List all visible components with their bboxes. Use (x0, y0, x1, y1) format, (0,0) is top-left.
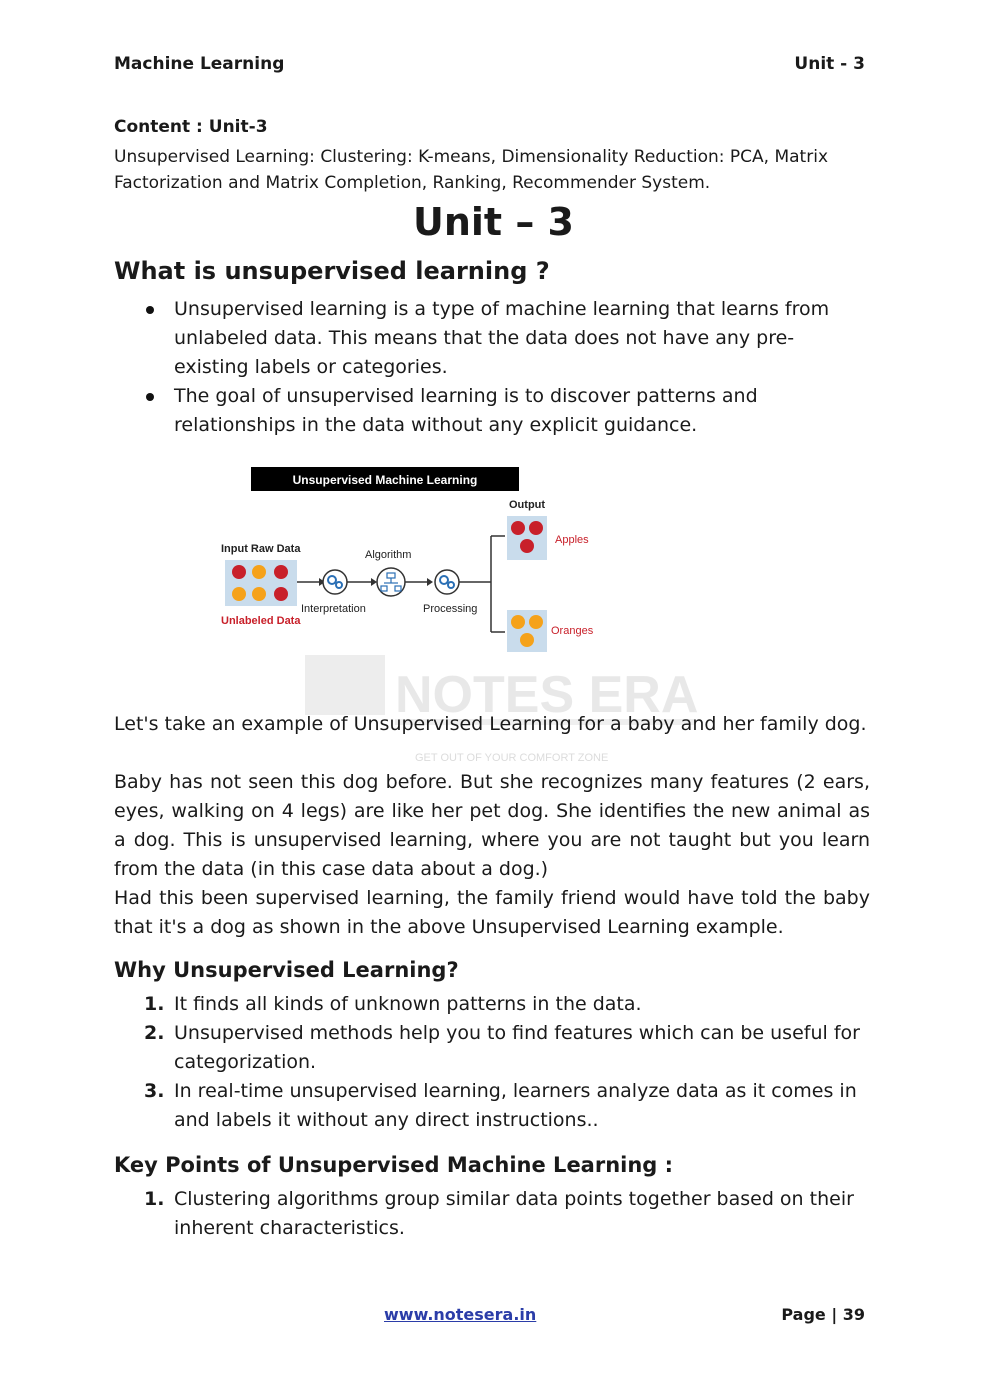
list-number: 1. (144, 993, 165, 1015)
apples-tile (507, 516, 547, 560)
orange-icon (252, 565, 266, 579)
diagram-processing-label: Processing (423, 603, 478, 615)
list-text: It finds all kinds of unknown patterns in the data. (174, 993, 642, 1015)
arrow-head (427, 578, 433, 586)
footer-page-number: Page | 39 (781, 1305, 865, 1324)
list-text: In real-time unsupervised learning, learners analyze data as it comes in and labels it without any direct instructions.. (174, 1080, 857, 1131)
apple-icon (529, 521, 543, 535)
list-item (114, 1185, 870, 1243)
bullet-item: Unsupervised learning is a type of machine learning that learns from unlabeled data. This means that the data does not have any pre-existing labels or categories. (114, 295, 854, 382)
diagram-title: Unsupervised Machine Learning (292, 473, 478, 487)
list-item (114, 1019, 870, 1077)
diagram-input-label: Input Raw Data (221, 543, 301, 555)
diagram-interpretation-label: Interpretation (301, 603, 366, 615)
watermark-text: NOTES ERA (395, 666, 699, 724)
orange-icon (252, 587, 266, 601)
diagram-output-label: Output (509, 499, 546, 511)
list-number: 2. (144, 1022, 165, 1044)
diagram-unlabeled-label: Unlabeled Data (221, 615, 301, 627)
arrow-head (371, 578, 377, 586)
diagram-algorithm-label: Algorithm (365, 549, 412, 561)
header-unit: Unit - 3 (794, 54, 865, 74)
apple-icon (232, 565, 246, 579)
header-subject: Machine Learning (114, 54, 285, 74)
bullet-list (114, 295, 854, 440)
footer-website-link[interactable]: www.notesera.in (384, 1305, 537, 1324)
diagram-oranges-label: Oranges (551, 625, 594, 637)
watermark-tagline: GET OUT OF YOUR COMFORT ZONE (415, 752, 609, 764)
orange-icon (232, 587, 246, 601)
list-item (114, 1077, 870, 1135)
orange-icon (511, 615, 525, 629)
unsupervised-diagram (215, 462, 635, 662)
content-text: Unsupervised Learning: Clustering: K-means, Dimensionality Reduction: PCA, Matrix Factorization and Matrix Completion, Ranking, Recommender System. (114, 147, 828, 193)
apple-icon (511, 521, 525, 535)
example-paragraph-2: Baby has not seen this dog before. But she recognizes many features (2 ears, eyes, walking on 4 legs) are like her pet dog. She identifies the new animal as a dog. This is unsupervised learning, where you are not taught but you learn from the data (in this case data about a dog.) (114, 771, 870, 880)
page-title: Unit – 3 (413, 200, 574, 244)
content-label: Content : Unit-3 (114, 117, 268, 137)
bullet-item: The goal of unsupervised learning is to discover patterns and relationships in the data without any explicit guidance. (114, 382, 854, 440)
diagram-apples-label: Apples (555, 534, 589, 546)
apple-icon (520, 539, 534, 553)
why-list (114, 990, 870, 1135)
list-number: 1. (144, 1188, 165, 1210)
watermark-logo-block (305, 655, 385, 715)
section-heading-keypoints: Key Points of Unsupervised Machine Learning : (114, 1153, 674, 1177)
section-heading-why: Why Unsupervised Learning? (114, 958, 459, 982)
section-heading-what: What is unsupervised learning ? (114, 257, 550, 285)
apple-icon (274, 587, 288, 601)
orange-icon (529, 615, 543, 629)
example-paragraph-3: Had this been supervised learning, the family friend would have told the baby that it's a dog as shown in the above Unsupervised Learning example. (114, 887, 870, 938)
orange-icon (520, 633, 534, 647)
list-number: 3. (144, 1080, 165, 1102)
example-paragraph-1: Let's take an example of Unsupervised Learning for a baby and her family dog. (114, 713, 867, 735)
list-item (114, 990, 870, 1019)
apple-icon (274, 565, 288, 579)
list-text: Clustering algorithms group similar data points together based on their inherent characteristics. (174, 1188, 854, 1239)
keypoints-list (114, 1185, 870, 1243)
list-text: Unsupervised methods help you to find features which can be useful for categorization. (174, 1022, 860, 1073)
